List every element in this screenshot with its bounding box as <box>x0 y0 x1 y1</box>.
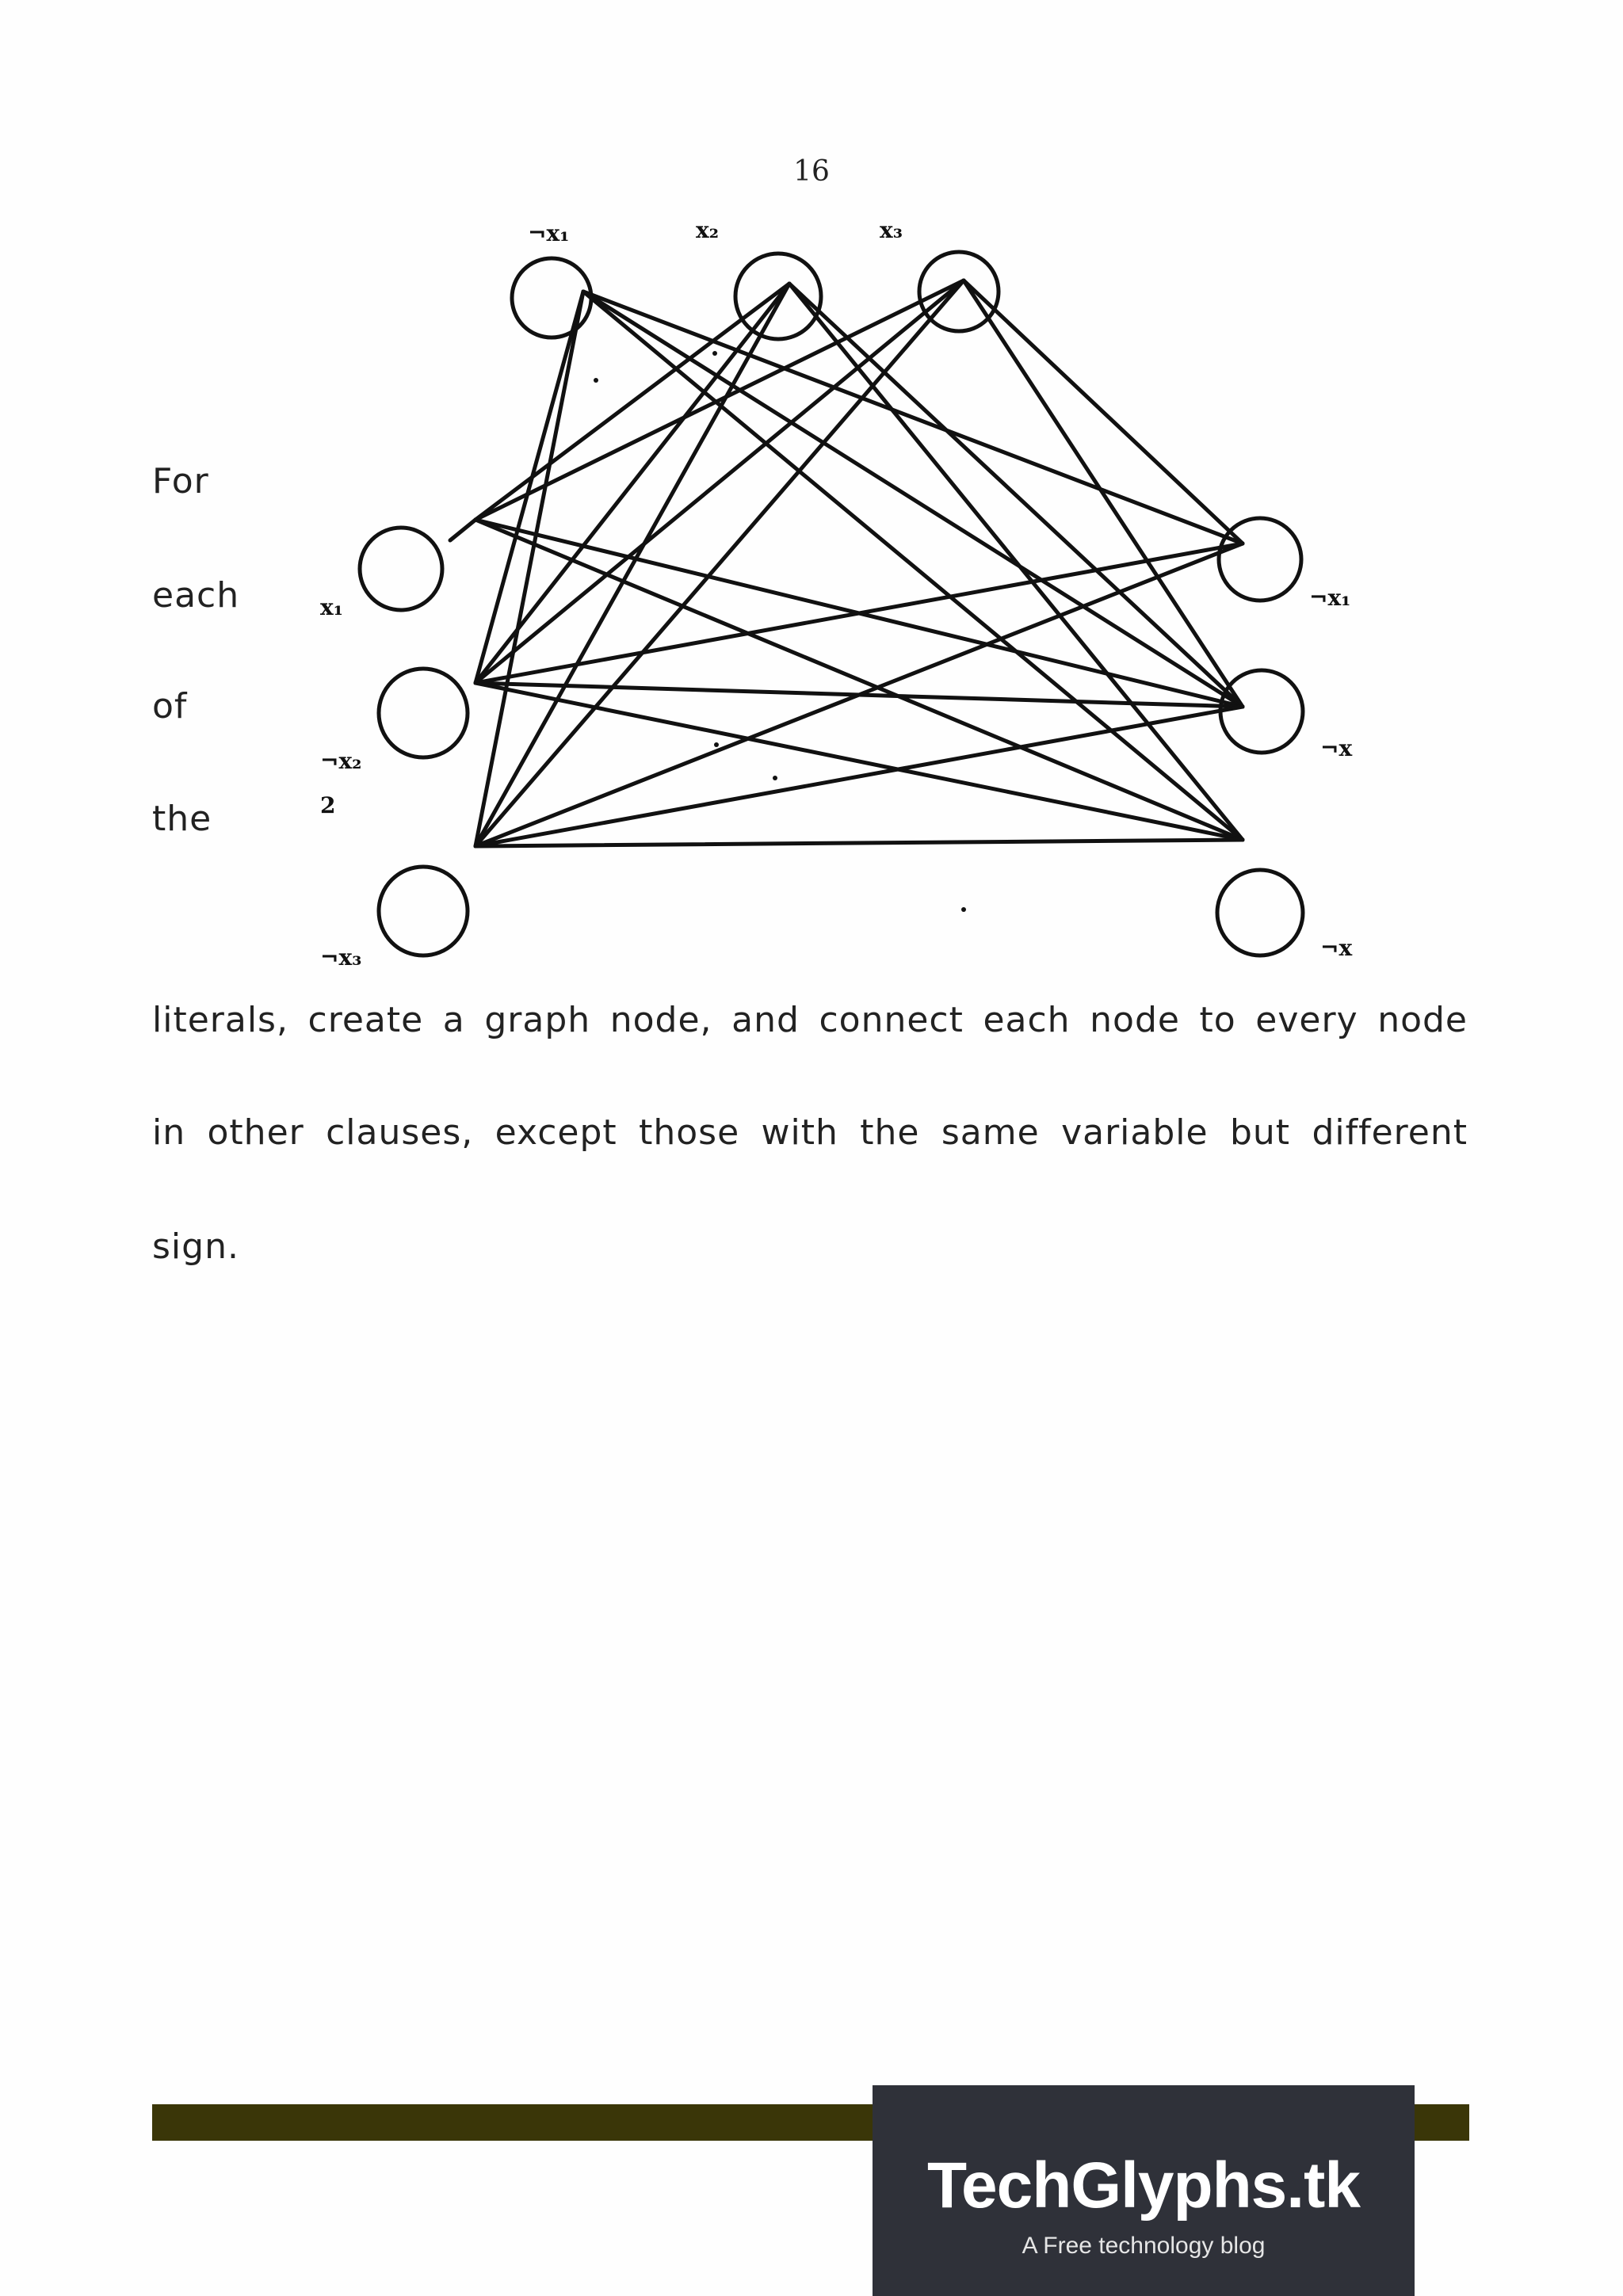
label-right-top: ¬x₁ <box>1309 585 1351 611</box>
side-word-each: each <box>152 575 240 616</box>
brand-title: TechGlyphs.tk <box>927 2149 1360 2222</box>
node-left-bottom <box>379 867 468 955</box>
body-line-2: in other clauses, except those with the same variable but different <box>152 1112 1468 1153</box>
label-left-mid-sub: 2 <box>320 792 336 818</box>
brand-tagline: A Free technology blog <box>1022 2233 1266 2259</box>
label-top-left: ¬x₁ <box>528 220 570 246</box>
body-line-1: literals, create a graph node, and connect each node to every node <box>152 1000 1468 1040</box>
side-word-for: For <box>152 461 209 502</box>
body-line-3: sign. <box>152 1226 239 1267</box>
label-left-bottom: ¬x₃ <box>320 944 362 971</box>
label-right-mid: ¬x <box>1320 735 1353 761</box>
label-right-bottom: ¬x <box>1320 935 1353 961</box>
label-top-right: x₃ <box>880 217 903 243</box>
node-left-top <box>360 528 442 610</box>
page-number: 16 <box>793 155 830 188</box>
brand-watermark <box>873 2085 1415 2296</box>
side-word-the: the <box>152 799 212 839</box>
side-word-of: of <box>152 686 188 727</box>
clause-graph-figure <box>301 214 1411 982</box>
label-top-mid: x₂ <box>696 217 719 243</box>
node-left-mid <box>379 669 468 757</box>
label-left-top: x₁ <box>320 594 343 620</box>
node-top-left <box>512 258 591 338</box>
node-right-bottom <box>1217 870 1303 955</box>
node-right-mid <box>1220 670 1303 753</box>
label-left-mid: ¬x₂ <box>320 748 362 774</box>
